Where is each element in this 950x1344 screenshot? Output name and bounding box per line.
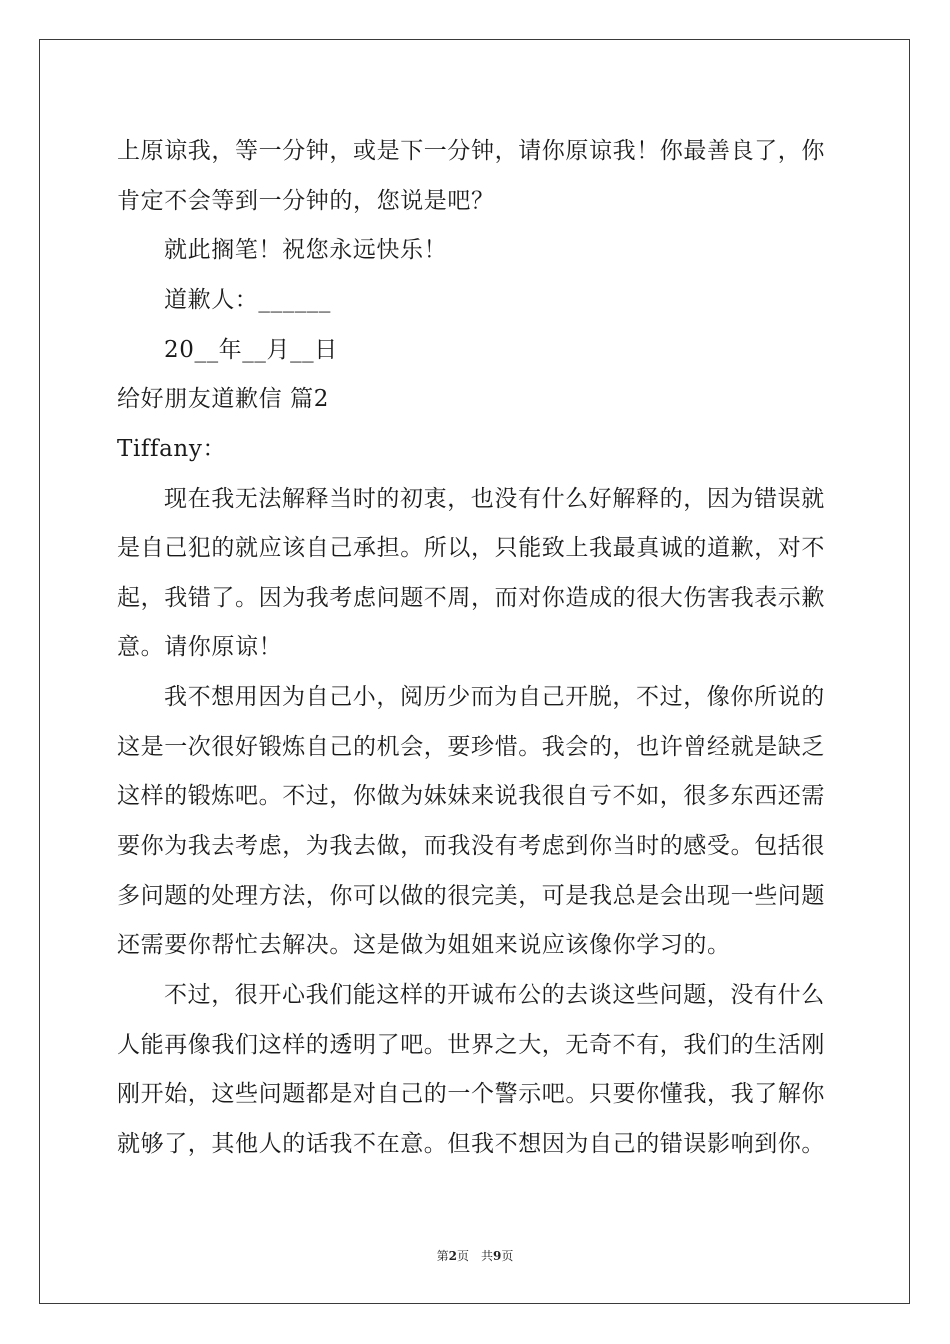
signature-line: 道歉人：______	[164, 287, 331, 313]
text-line: 这是一次很好锻炼自己的机会，要珍惜。我会的，也许曾经就是缺乏	[117, 734, 825, 760]
footer-suffix: 页	[501, 1249, 514, 1263]
current-page-number: 2	[448, 1249, 457, 1263]
closing-line: 就此搁笔！祝您永远快乐！	[164, 237, 448, 263]
text-line: 刚开始，这些问题都是对自己的一个警示吧。只要你懂我，我了解你	[117, 1081, 825, 1107]
footer-mid: 页 共	[456, 1249, 493, 1263]
text-line: 还需要你帮忙去解决。这是做为姐姐来说应该像你学习的。	[117, 932, 731, 958]
text-line: 现在我无法解释当时的初衷，也没有什么好解释的，因为错误就	[164, 486, 825, 512]
text-line: 就够了，其他人的话我不在意。但我不想因为自己的错误影响到你。	[117, 1131, 825, 1157]
text-line: 要你为我去考虑，为我去做，而我没有考虑到你当时的感受。包括很	[117, 833, 825, 859]
text-line: 我不想用因为自己小，阅历少而为自己开脱，不过，像你所说的	[164, 684, 825, 710]
section-heading: 给好朋友道歉信 篇2	[117, 386, 329, 412]
text-line: 多问题的处理方法，你可以做的很完美，可是我总是会出现一些问题	[117, 883, 825, 909]
text-line: 不过，很开心我们能这样的开诚布公的去谈这些问题，没有什么	[164, 982, 825, 1008]
text-line: 意。请你原谅！	[117, 634, 283, 660]
page-border	[39, 39, 910, 1304]
text-line: 人能再像我们这样的透明了吧。世界之大，无奇不有，我们的生活刚	[117, 1032, 825, 1058]
salutation: Tiffany：	[117, 436, 227, 462]
total-page-number: 9	[493, 1249, 502, 1263]
text-line: 这样的锻炼吧。不过，你做为妹妹来说我很自亏不如，很多东西还需	[117, 783, 825, 809]
page-number-footer	[0, 1247, 950, 1264]
footer-prefix: 第	[436, 1249, 449, 1263]
text-line: 起，我错了。因为我考虑问题不周，而对你造成的很大伤害我表示歉	[117, 585, 825, 611]
text-line: 是自己犯的就应该自己承担。所以，只能致上我最真诚的道歉，对不	[117, 535, 825, 561]
date-line: 20__年__月__日	[164, 337, 338, 363]
text-line: 肯定不会等到一分钟的，您说是吧？	[117, 188, 495, 214]
text-line: 上原谅我，等一分钟，或是下一分钟，请你原谅我！你最善良了，你	[117, 138, 825, 164]
